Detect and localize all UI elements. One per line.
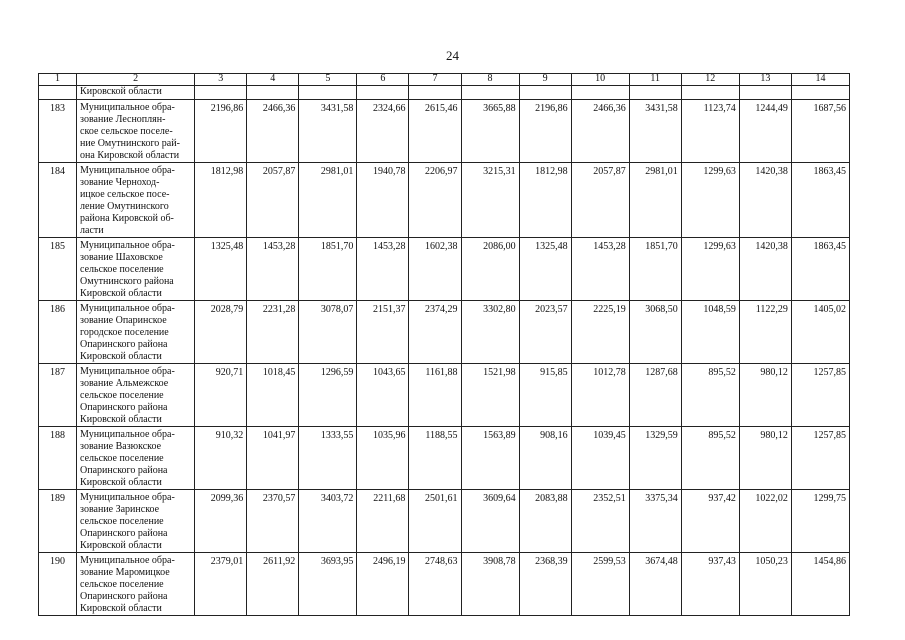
- column-header-2: 2: [77, 74, 195, 86]
- value-cell-col-14: 1299,75: [791, 490, 849, 553]
- municipality-name-cell: Муниципальное обра- зование Лесноплян- ское сельское поселе- ние Омутнинского рай- она Кировской области: [77, 100, 195, 163]
- value-cell-col-10: 2225,19: [571, 301, 629, 364]
- value-cell-col-7: 1602,38: [409, 238, 461, 301]
- value-cell-col-13: 980,12: [739, 364, 791, 427]
- municipality-name-cell: Муниципальное обра- зование Маромицкое сельское поселение Опаринского района Кировской области: [77, 553, 195, 616]
- value-cell-col-3: 1812,98: [195, 163, 247, 238]
- value-cell-col-11: 3674,48: [629, 553, 681, 616]
- row-number-cell: 184: [39, 163, 77, 238]
- value-cell-col-4: 1018,45: [247, 364, 299, 427]
- table-header-row: [39, 74, 850, 86]
- value-cell-col-9: 1325,48: [519, 238, 571, 301]
- column-header-14: 14: [791, 74, 849, 86]
- row-number-cell: 188: [39, 427, 77, 490]
- value-cell-col-4: 2466,36: [247, 100, 299, 163]
- value-cell-col-11: 3375,34: [629, 490, 681, 553]
- value-cell-col-9: 908,16: [519, 427, 571, 490]
- value-cell-col-6: 2324,66: [357, 100, 409, 163]
- value-cell-col-11: 2981,01: [629, 163, 681, 238]
- value-cell-col-11: 3068,50: [629, 301, 681, 364]
- value-cell-col-10: 1039,45: [571, 427, 629, 490]
- value-cell-col-4: 2231,28: [247, 301, 299, 364]
- value-cell-col-10: 1012,78: [571, 364, 629, 427]
- value-cell-col-8: 3665,88: [461, 100, 519, 163]
- value-cell-col-7: 1161,88: [409, 364, 461, 427]
- value-cell-col-3: 2099,36: [195, 490, 247, 553]
- continuation-index-cell: [39, 86, 77, 100]
- value-cell-col-12: 937,43: [681, 553, 739, 616]
- value-cell-col-3: 1325,48: [195, 238, 247, 301]
- column-header-5: 5: [299, 74, 357, 86]
- value-cell-col-13: 1420,38: [739, 238, 791, 301]
- value-cell-col-6: 1940,78: [357, 163, 409, 238]
- value-cell-col-7: 2748,63: [409, 553, 461, 616]
- table-row: [39, 364, 850, 427]
- value-cell-col-5: 3693,95: [299, 553, 357, 616]
- row-number-cell: 186: [39, 301, 77, 364]
- value-cell-col-7: 2501,61: [409, 490, 461, 553]
- value-cell-col-11: 1851,70: [629, 238, 681, 301]
- value-cell-col-13: 1022,02: [739, 490, 791, 553]
- value-cell-col-14: 1863,45: [791, 238, 849, 301]
- table-row: [39, 100, 850, 163]
- column-header-6: 6: [357, 74, 409, 86]
- value-cell-col-6: 2151,37: [357, 301, 409, 364]
- value-cell-col-9: 915,85: [519, 364, 571, 427]
- column-header-4: 4: [247, 74, 299, 86]
- value-cell-col-6: 2496,19: [357, 553, 409, 616]
- column-header-12: 12: [681, 74, 739, 86]
- value-cell-col-6: 1043,65: [357, 364, 409, 427]
- value-cell-col-4: 2611,92: [247, 553, 299, 616]
- table-row: [39, 163, 850, 238]
- value-cell-col-9: 2368,39: [519, 553, 571, 616]
- value-cell-col-4: 1453,28: [247, 238, 299, 301]
- municipality-name-cell: Муниципальное обра- зование Черноход- ицкое сельское посе- ление Омутнинского района Кировской об- ласти: [77, 163, 195, 238]
- value-cell-col-8: 3302,80: [461, 301, 519, 364]
- municipality-name-cell: Муниципальное обра- зование Вазюкское сельское поселение Опаринского района Кировской области: [77, 427, 195, 490]
- municipality-name-cell: Муниципальное обра- зование Шаховское сельское поселение Омутнинского района Кировской области: [77, 238, 195, 301]
- value-cell-col-7: 1188,55: [409, 427, 461, 490]
- value-cell-col-13: 1420,38: [739, 163, 791, 238]
- value-cell-col-10: 2599,53: [571, 553, 629, 616]
- column-header-9: 9: [519, 74, 571, 86]
- table-row: [39, 490, 850, 553]
- value-cell-col-4: 2057,87: [247, 163, 299, 238]
- value-cell-col-6: 2211,68: [357, 490, 409, 553]
- value-cell-col-5: 3431,58: [299, 100, 357, 163]
- value-cell-col-5: 1851,70: [299, 238, 357, 301]
- value-cell-col-5: 3403,72: [299, 490, 357, 553]
- municipality-name-cell: Муниципальное обра- зование Альмежское сельское поселение Опаринского района Кировской области: [77, 364, 195, 427]
- value-cell-col-13: 1244,49: [739, 100, 791, 163]
- column-header-11: 11: [629, 74, 681, 86]
- value-cell-col-14: 1257,85: [791, 427, 849, 490]
- table-row: [39, 238, 850, 301]
- value-cell-col-8: 3609,64: [461, 490, 519, 553]
- value-cell-col-14: 1257,85: [791, 364, 849, 427]
- value-cell-col-12: 937,42: [681, 490, 739, 553]
- value-cell-col-3: 2196,86: [195, 100, 247, 163]
- value-cell-col-3: 920,71: [195, 364, 247, 427]
- value-cell-col-12: 895,52: [681, 364, 739, 427]
- column-header-13: 13: [739, 74, 791, 86]
- table-row: [39, 301, 850, 364]
- value-cell-col-3: 2028,79: [195, 301, 247, 364]
- value-cell-col-5: 2981,01: [299, 163, 357, 238]
- value-cell-col-6: 1035,96: [357, 427, 409, 490]
- continuation-row: [39, 86, 850, 100]
- value-cell-col-7: 2206,97: [409, 163, 461, 238]
- value-cell-col-5: 1296,59: [299, 364, 357, 427]
- data-table: [38, 73, 850, 616]
- page-number: 24: [446, 48, 459, 63]
- column-header-1: 1: [39, 74, 77, 86]
- value-cell-col-9: 1812,98: [519, 163, 571, 238]
- value-cell-col-12: 1299,63: [681, 163, 739, 238]
- column-header-3: 3: [195, 74, 247, 86]
- value-cell-col-7: 2374,29: [409, 301, 461, 364]
- value-cell-col-5: 3078,07: [299, 301, 357, 364]
- value-cell-col-3: 910,32: [195, 427, 247, 490]
- column-header-10: 10: [571, 74, 629, 86]
- row-number-cell: 189: [39, 490, 77, 553]
- value-cell-col-12: 1123,74: [681, 100, 739, 163]
- value-cell-col-14: 1405,02: [791, 301, 849, 364]
- table-row: [39, 553, 850, 616]
- table-row: [39, 427, 850, 490]
- value-cell-col-12: 1299,63: [681, 238, 739, 301]
- value-cell-col-11: 1329,59: [629, 427, 681, 490]
- value-cell-col-6: 1453,28: [357, 238, 409, 301]
- continuation-name-cell: Кировской области: [77, 86, 195, 100]
- row-number-cell: 190: [39, 553, 77, 616]
- value-cell-col-3: 2379,01: [195, 553, 247, 616]
- column-header-7: 7: [409, 74, 461, 86]
- value-cell-col-12: 895,52: [681, 427, 739, 490]
- value-cell-col-9: 2023,57: [519, 301, 571, 364]
- value-cell-col-4: 2370,57: [247, 490, 299, 553]
- value-cell-col-10: 2352,51: [571, 490, 629, 553]
- municipality-name-cell: Муниципальное обра- зование Опаринское городское поселение Опаринского района Кировской области: [77, 301, 195, 364]
- value-cell-col-13: 1050,23: [739, 553, 791, 616]
- value-cell-col-11: 1287,68: [629, 364, 681, 427]
- value-cell-col-9: 2083,88: [519, 490, 571, 553]
- municipality-name-cell: Муниципальное обра- зование Заринское сельское поселение Опаринского района Кировской области: [77, 490, 195, 553]
- value-cell-col-8: 3908,78: [461, 553, 519, 616]
- value-cell-col-9: 2196,86: [519, 100, 571, 163]
- value-cell-col-10: 1453,28: [571, 238, 629, 301]
- value-cell-col-10: 2057,87: [571, 163, 629, 238]
- value-cell-col-8: 1563,89: [461, 427, 519, 490]
- value-cell-col-12: 1048,59: [681, 301, 739, 364]
- value-cell-col-13: 980,12: [739, 427, 791, 490]
- value-cell-col-13: 1122,29: [739, 301, 791, 364]
- value-cell-col-8: 1521,98: [461, 364, 519, 427]
- row-number-cell: 183: [39, 100, 77, 163]
- row-number-cell: 187: [39, 364, 77, 427]
- value-cell-col-7: 2615,46: [409, 100, 461, 163]
- value-cell-col-11: 3431,58: [629, 100, 681, 163]
- value-cell-col-14: 1454,86: [791, 553, 849, 616]
- value-cell-col-8: 2086,00: [461, 238, 519, 301]
- value-cell-col-5: 1333,55: [299, 427, 357, 490]
- value-cell-col-10: 2466,36: [571, 100, 629, 163]
- value-cell-col-8: 3215,31: [461, 163, 519, 238]
- row-number-cell: 185: [39, 238, 77, 301]
- column-header-8: 8: [461, 74, 519, 86]
- value-cell-col-14: 1863,45: [791, 163, 849, 238]
- value-cell-col-4: 1041,97: [247, 427, 299, 490]
- value-cell-col-14: 1687,56: [791, 100, 849, 163]
